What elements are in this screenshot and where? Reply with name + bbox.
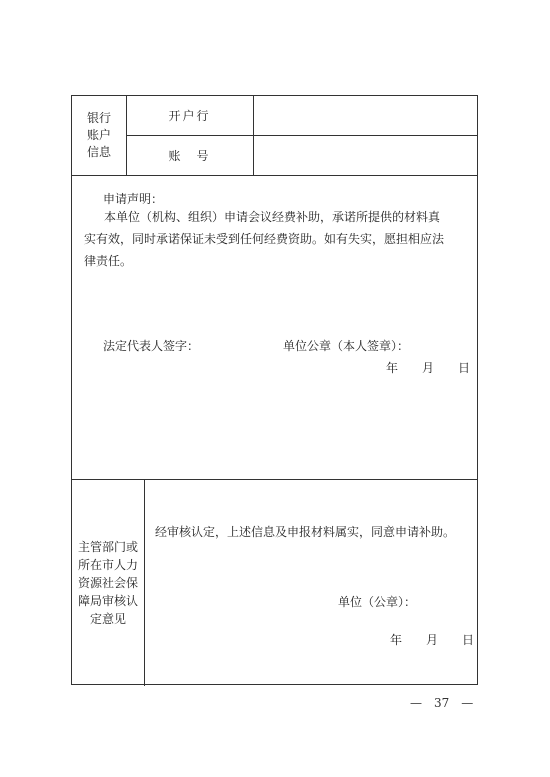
account-label: 账 号 bbox=[168, 149, 211, 163]
declaration-line-3: 律责任。 bbox=[84, 254, 133, 268]
application-form-table bbox=[71, 95, 481, 685]
page-number: — 37 — bbox=[410, 696, 474, 710]
unit-seal-label: 单位公章（本人签章）： bbox=[283, 339, 410, 353]
declaration-heading: 申请声明： bbox=[103, 192, 164, 206]
account-field[interactable] bbox=[260, 147, 470, 163]
declaration-line-1: 本单位（机构、组织）申请会议经费补助，承诺所提供的材料真 bbox=[104, 210, 441, 224]
declaration-date: 年 月 日 bbox=[386, 361, 477, 375]
declaration-text bbox=[84, 206, 466, 272]
review-seal-label: 单位（公章）： bbox=[338, 595, 417, 609]
opening-bank-field[interactable] bbox=[260, 108, 470, 124]
review-label-divider bbox=[144, 479, 145, 686]
review-opinion-text: 经审核认定，上述信息及申报材料属实，同意申请补助。 bbox=[155, 525, 456, 539]
legal-rep-signature-label: 法定代表人签字： bbox=[103, 339, 200, 353]
bank-section-bottom-border bbox=[72, 175, 477, 176]
opening-bank-label: 开户行 bbox=[168, 109, 211, 123]
review-section-label: 主管部门或所在市人力资源社会保障局审核认定意见 bbox=[78, 539, 139, 626]
declaration-line-2: 实有效，同时承诺保证未受到任何经费资助。如有失实，愿担相应法 bbox=[84, 232, 445, 246]
bank-field-divider bbox=[253, 96, 254, 175]
review-date: 年 月 日 bbox=[390, 633, 481, 647]
bank-info-section-label: 银行账户信息 bbox=[86, 111, 111, 159]
